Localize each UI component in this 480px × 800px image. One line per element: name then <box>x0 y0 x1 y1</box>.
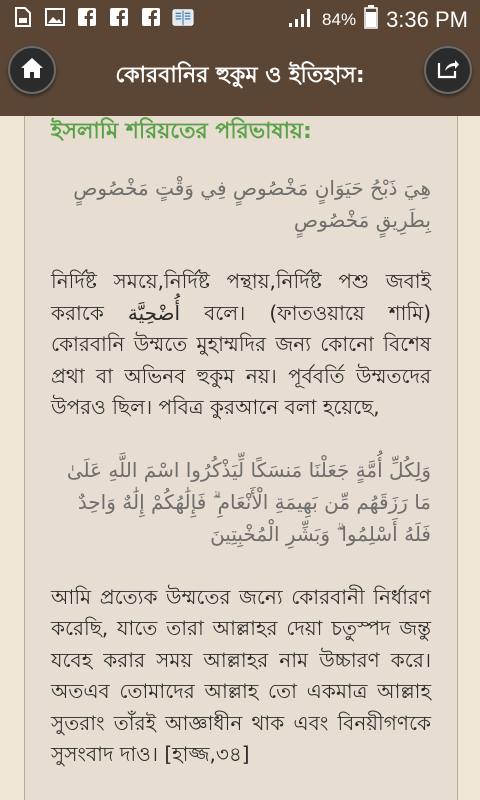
facebook-icon <box>76 6 98 28</box>
arabic-definition: هِيَ ذَبْحُ حَيَوَانٍ مَخْصُوصٍ فِي وَقْتٍ مَخْصُوصٍ بِطَرِيقٍ مَخْصُوصٍ <box>73 176 431 232</box>
page-title: কোরবানির হুকুম ও ইতিহাস: <box>115 62 365 88</box>
gallery-icon <box>44 6 66 28</box>
paragraph: নির্দিষ্ট সময়ে,নির্দিষ্ট পন্থায়,নির্দিষ্ট পশু জবাই করাকে أُضْحِيَّة বলে। (ফাতওয়ায়ে শামি) কোরবানি উম্মতে মুহাম্মদির জন্য কোনো বিশেষ প্রথা বা অভিনব হুকুম নয়। পূর্ববর্তি উম্মতদের উপরও ছিল। পবিত্র কুরআনে বলা হয়েছে, <box>51 269 431 419</box>
home-icon <box>20 57 44 83</box>
share-icon <box>436 57 460 83</box>
book-app-icon <box>172 6 194 28</box>
article-content <box>25 116 457 771</box>
status-bar <box>0 0 480 36</box>
verse-translation: আমি প্রত্যেক উম্মতের জন্যে কোরবানী নির্ধারণ করেছি, যাতে তারা আল্লাহর দেয়া চতুস্পদ জন্তু যবেহ করার সময় আল্লাহর নাম উচ্চারণ করে। অতএব তোমাদের আল্লাহ তো একমাত্র আল্লাহ সুতরাং তাঁরই আজ্ঞাধীন থাক এবং বিনয়ীগণকে সুসংবাদ দাও। [হাজ্জ,৩৪] <box>51 584 431 766</box>
app-bar <box>0 36 480 116</box>
system-status <box>288 5 468 34</box>
facebook-icon <box>108 6 130 28</box>
notification-icons <box>12 6 194 28</box>
sim-card-icon <box>12 6 34 28</box>
section-heading: ইসলামি শরিয়তের পরিভাষায়: <box>51 119 312 144</box>
facebook-icon <box>140 6 162 28</box>
share-button[interactable] <box>424 46 472 94</box>
battery-icon <box>364 5 378 34</box>
content-card <box>24 116 458 800</box>
home-button[interactable] <box>8 46 56 94</box>
battery-percent: 84% <box>322 9 357 29</box>
signal-icon <box>288 6 314 33</box>
quran-verse: وَلِكُلِّ أُمَّةٍ جَعَلْنَا مَنسَكًا لِّيَذْكُرُوا اسْمَ اللَّهِ عَلَىٰ مَا رَزَقَهُم مِّن بَهِيمَةِ الْأَنْعَامِ ۗ فَإِلَٰهُكُمْ إِلَٰهٌ وَاحِدٌ فَلَهُ أَسْلِمُوا ۗ وَبَشِّرِ الْمُخْبِتِينَ <box>66 457 431 546</box>
clock: 3:36 PM <box>386 6 468 32</box>
